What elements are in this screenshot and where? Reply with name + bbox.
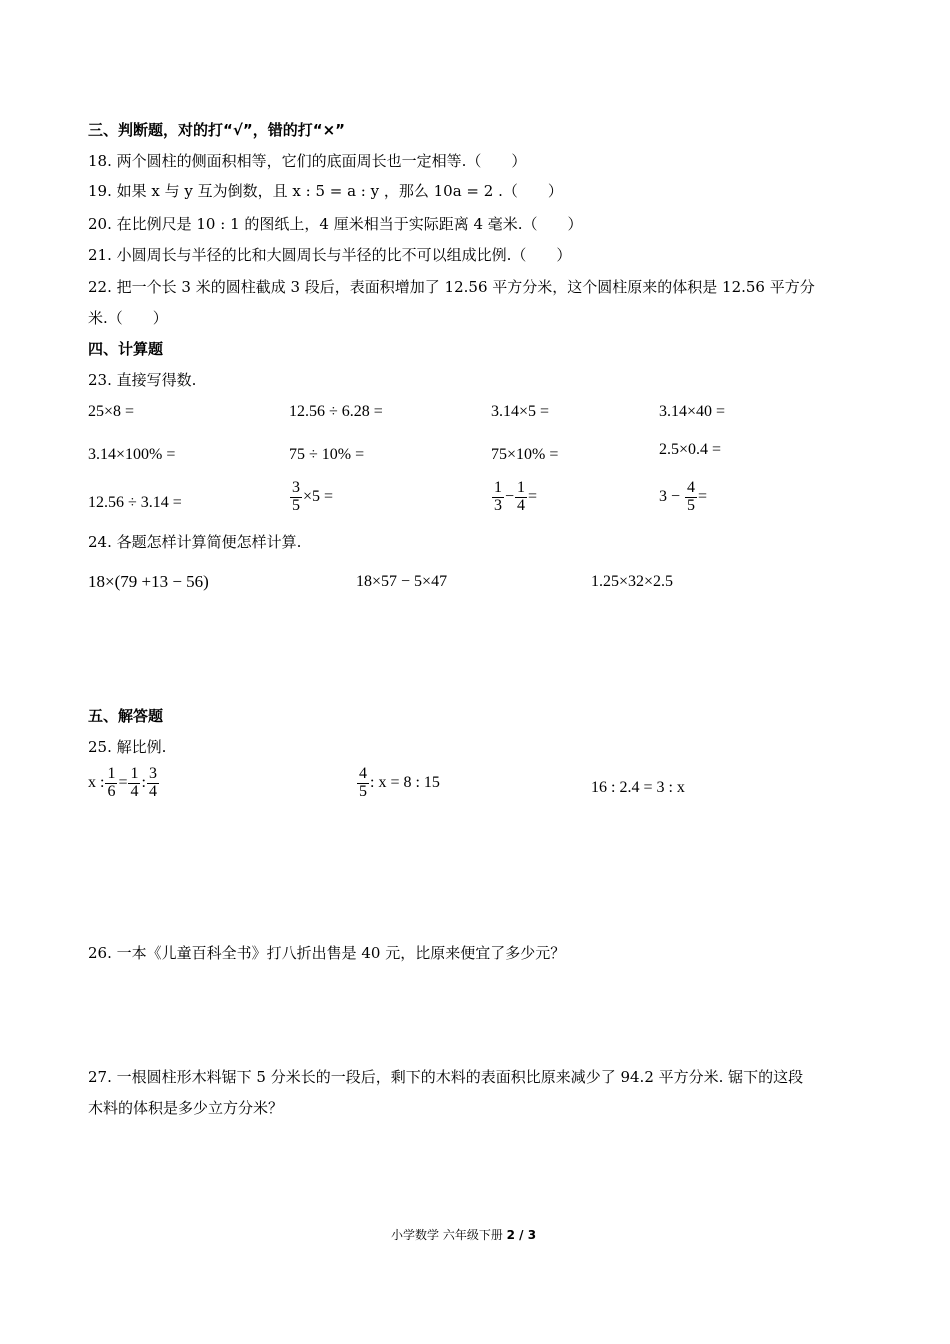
section-5-heading: 五、解答题 bbox=[88, 707, 164, 725]
calc-r3-c2: $\frac{3}{5}$ ×5 = bbox=[292, 479, 334, 514]
question-21: 21. 小圆周长与半径的比和大圆周长与半径的比不可以组成比例.（ ） bbox=[88, 246, 572, 264]
calc-r2-c2: 75 ÷ 10% = bbox=[289, 446, 365, 463]
fraction: $\frac{1}{3}$ bbox=[494, 479, 502, 514]
calc-r1-c2: 12.56 ÷ 6.28 = bbox=[289, 403, 383, 420]
simplify-2: 18×57 − 5×47 bbox=[356, 573, 448, 590]
calc-r2-c1: 3.14×100% = bbox=[88, 446, 176, 463]
question-24: 24. 各题怎样计算简便怎样计算. bbox=[88, 533, 302, 551]
proportion-2: $\frac{4}{5}$ : x = 8 : 15 bbox=[359, 765, 440, 800]
fraction: $\frac{4}{5}$ bbox=[359, 765, 367, 800]
calc-r1-c3: 3.14×5 = bbox=[491, 403, 550, 420]
calc-r3-c4: 3 − $\frac{4}{5}$ = bbox=[659, 479, 708, 514]
fraction: $\frac{3}{5}$ bbox=[292, 479, 300, 514]
proportion-1: x : $\frac{1}{6}$ = $\frac{1}{4}$ : $\frac{3}{4}$ bbox=[88, 765, 157, 800]
simplify-3: 1.25×32×2.5 bbox=[591, 573, 674, 590]
fraction: $\frac{4}{5}$ bbox=[687, 479, 696, 514]
question-27-line-1: 27. 一根圆柱形木料锯下 5 分米长的一段后，剩下的木料的表面积比原来减少了 94.2 平方分米. 锯下的这段 bbox=[88, 1068, 804, 1086]
calc-r2-c3: 75×10% = bbox=[491, 446, 559, 463]
calc-r2-c4: 2.5×0.4 = bbox=[659, 441, 722, 458]
calc-r1-c4: 3.14×40 = bbox=[659, 403, 726, 420]
fraction: $\frac{1}{4}$ bbox=[130, 765, 139, 800]
fraction: $\frac{3}{4}$ bbox=[148, 765, 157, 800]
simplify-1: 18×(79 +13 − 56) bbox=[88, 572, 209, 591]
proportion-3: 16 : 2.4 = 3 : x bbox=[591, 779, 685, 796]
question-19: 19. 如果 x 与 y 互为倒数，且 x : 5 = a : y ，那么 10a = 2 .（ ） bbox=[88, 182, 563, 200]
fraction: $\frac{1}{6}$ bbox=[107, 765, 116, 800]
question-18: 18. 两个圆柱的侧面积相等，它们的底面周长也一定相等.（ ） bbox=[88, 152, 527, 170]
question-27-line-2: 木料的体积是多少立方分米？ bbox=[88, 1099, 284, 1117]
footer-label: 小学数学 六年级下册 bbox=[391, 1228, 507, 1242]
question-25: 25. 解比例. bbox=[88, 738, 167, 756]
calc-r1-c1: 25×8 = bbox=[88, 403, 135, 420]
section-4-heading: 四、计算题 bbox=[88, 340, 164, 358]
fraction: $\frac{1}{4}$ bbox=[517, 479, 526, 514]
page-footer bbox=[391, 1228, 536, 1242]
question-20: 20. 在比例尺是 10 : 1 的图纸上，4 厘米相当于实际距离 4 毫米.（ ） bbox=[88, 215, 583, 233]
calc-r3-c1: 12.56 ÷ 3.14 = bbox=[88, 494, 182, 511]
calc-r3-c3: $\frac{1}{3}$ − $\frac{1}{4}$ = bbox=[494, 479, 538, 514]
page-number: 2 / 3 bbox=[506, 1228, 537, 1242]
section-3-heading: 三、判断题，对的打“√”，错的打“×” bbox=[88, 121, 346, 139]
question-22-line-2: 米.（ ） bbox=[88, 309, 168, 327]
question-23: 23. 直接写得数. bbox=[88, 371, 197, 389]
question-26: 26. 一本《儿童百科全书》打八折出售是 40 元，比原来便宜了多少元？ bbox=[88, 944, 566, 962]
question-22-line-1: 22. 把一个长 3 米的圆柱截成 3 段后，表面积增加了 12.56 平方分米，这个圆柱原来的体积是 12.56 平方分 bbox=[88, 278, 815, 296]
